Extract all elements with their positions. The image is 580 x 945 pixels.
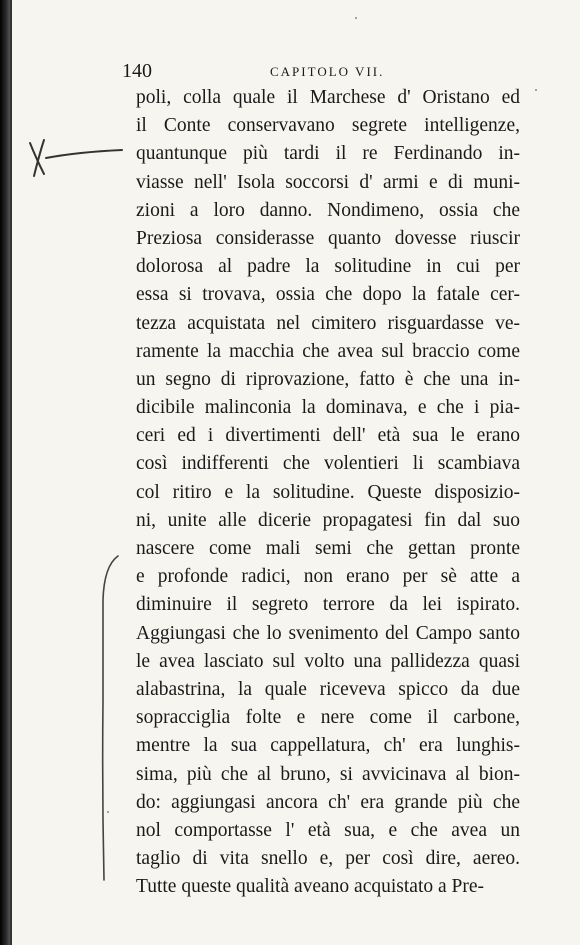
text-line: ni, unite alle dicerie propagatesi fin dal suo — [136, 509, 520, 531]
text-line: tezza acquistata nel cimitero risguardasse ve- — [136, 312, 520, 334]
body-text — [136, 84, 520, 901]
book-spine-shadow — [0, 0, 10, 945]
page-number: 140 — [122, 60, 152, 82]
text-line: zioni a loro danno. Nondimeno, ossia che — [136, 199, 520, 221]
text-line: ceri ed i divertimenti dell' età sua le erano — [136, 425, 520, 447]
text-line: mentre la sua cappellatura, ch' era lunghis- — [136, 735, 520, 757]
text-line: Tutte queste qualità aveano acquistato a Pre- — [136, 876, 485, 898]
text-line: e profonde radici, non erano per sè atte a — [136, 566, 520, 588]
text-line: essa si trovava, ossia che dopo la fatale cer- — [136, 284, 520, 306]
text-line: sima, più che al bruno, si avvicinava al bion- — [136, 763, 520, 785]
text-line: dicibile malinconia la dominava, e che i pia- — [136, 397, 520, 419]
text-line: poli, colla quale il Marchese d' Oristano ed — [136, 87, 520, 108]
text-line: un segno di riprovazione, fatto è che una in- — [136, 368, 520, 390]
text-line: nol comportasse l' età sua, e che avea un — [136, 819, 520, 841]
text-line: nascere come mali semi che gettan pronte — [136, 538, 520, 559]
text-line: diminuire il segreto terrore da lei ispirato. — [136, 594, 520, 616]
page-header — [122, 60, 522, 84]
text-line: col ritiro e la solitudine. Queste disposizio- — [136, 481, 520, 503]
text-line: quantunque più tardi il re Ferdinando in- — [136, 143, 520, 165]
text-line: viasse nell' Isola soccorsi d' armi e di muni- — [136, 171, 520, 193]
text-line: ramente la macchia che avea sul braccio come — [136, 340, 520, 362]
text-line: il Conte conservavano segrete intelligenze, — [136, 115, 520, 137]
text-line: così indifferenti che volentieri li scambiava — [136, 453, 520, 475]
text-line: Aggiungasi che lo svenimento del Campo santo — [136, 622, 520, 644]
text-line: dolorosa al padre la solitudine in cui per — [136, 256, 520, 278]
text-line: Preziosa considerasse quanto dovesse riuscir — [136, 227, 520, 249]
text-line: alabastrina, la quale riceveva spicco da due — [136, 678, 520, 700]
text-line: sopracciglia folte e nere come il carbone, — [136, 707, 520, 729]
text-line: do: aggiungasi ancora ch' era grande più che — [136, 791, 520, 813]
text-line: taglio di vita snello e, per così dire, aereo. — [136, 848, 520, 870]
text-line: le avea lasciato sul volto una pallidezza quasi — [136, 650, 520, 672]
running-title: CAPITOLO VII. — [270, 64, 385, 79]
